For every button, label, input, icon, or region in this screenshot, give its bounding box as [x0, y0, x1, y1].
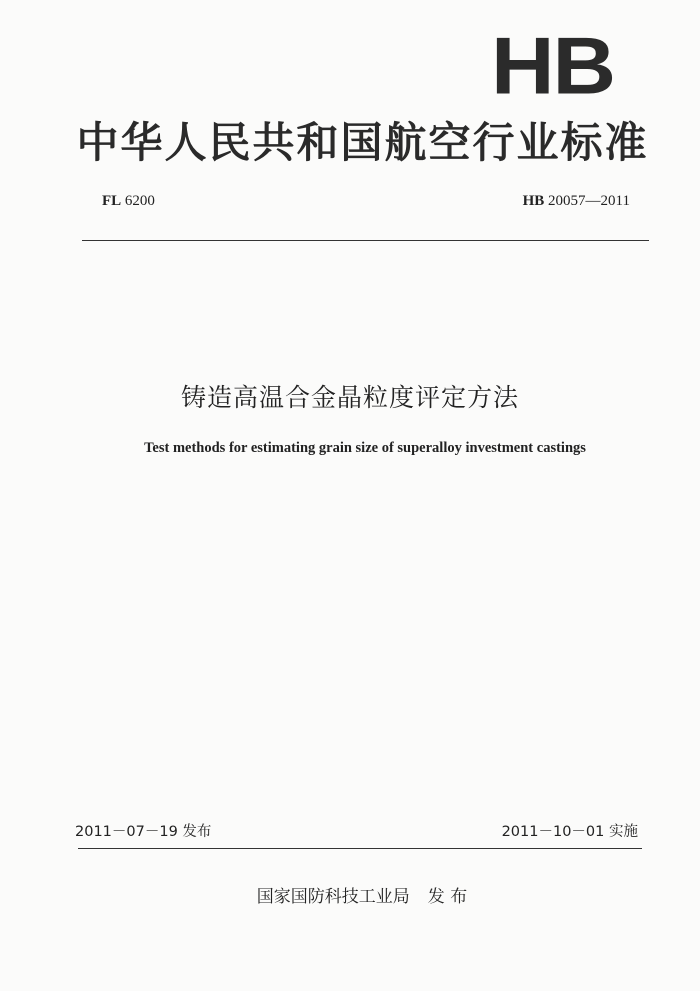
implementation-date: 2011－10－01 实施	[501, 824, 638, 840]
top-divider	[82, 240, 649, 241]
document-title-english: Test methods for estimating grain size of superalloy investment castings	[144, 440, 586, 456]
fl-prefix: FL	[102, 193, 122, 209]
hb-logo: HB	[490, 20, 615, 112]
fl-classification-code	[102, 193, 155, 210]
publisher-action: 发 布	[427, 887, 468, 907]
issue-date: 2011－07－19 发布	[75, 824, 212, 840]
fl-number: 6200	[124, 193, 155, 209]
standard-category-title: 中华人民共和国航空行业标准	[76, 118, 649, 167]
publisher-name: 国家国防科技工业局	[256, 887, 410, 907]
hb-standard-number	[523, 193, 630, 210]
publisher-line	[0, 882, 700, 907]
hb-prefix: HB	[522, 193, 545, 209]
document-title-chinese: 铸造高温合金晶粒度评定方法	[180, 383, 519, 412]
hb-number: 20057—2011	[548, 193, 630, 209]
bottom-divider	[78, 848, 642, 849]
